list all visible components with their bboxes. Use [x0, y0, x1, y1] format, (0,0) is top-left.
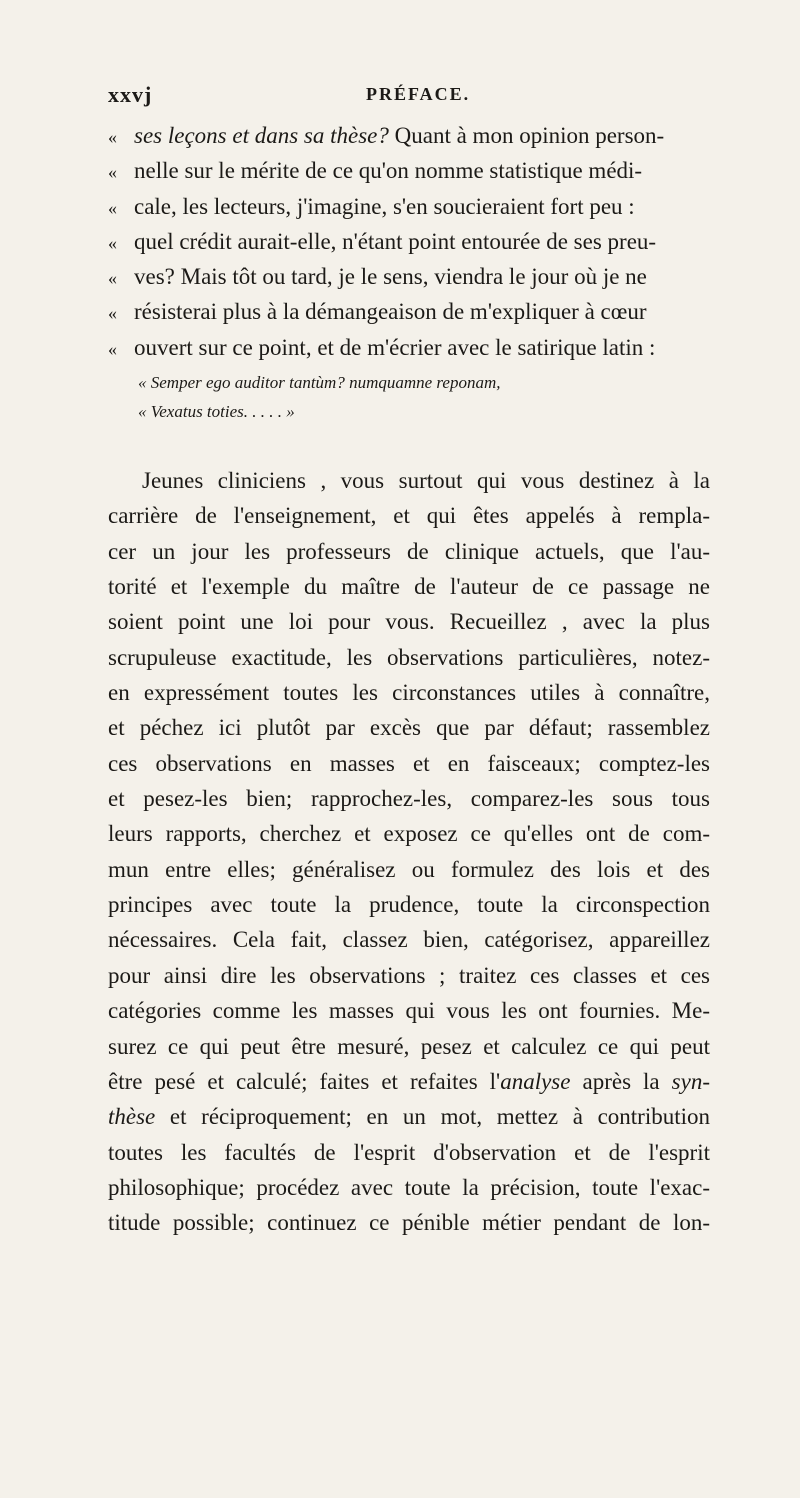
latin-line: « Semper ego auditor tantùm? numquamne reponam,	[138, 373, 501, 392]
quote-italic: ses leçons et dans sa thèse?	[134, 123, 389, 148]
text-line: cer un jour les professeurs de clinique actuels, que l'au-	[108, 538, 710, 564]
text-line: Jeunes cliniciens , vous surtout qui vous destinez à la	[142, 468, 710, 493]
quote-line	[108, 330, 708, 365]
text-line: principes avec toute la prudence, toute la circonspection	[108, 892, 710, 918]
quote-text: quel crédit aurait-elle, n'étant point entourée de ses preu-	[134, 228, 657, 254]
quote-text: nelle sur le mérite de ce qu'on nomme statistique médi-	[134, 158, 643, 184]
quote-text: cale, les lecteurs, j'imagine, s'en soucieraient fort peu :	[134, 193, 635, 219]
quote-line	[108, 224, 708, 259]
text-line: en expressément toutes les circonstances utiles à connaître,	[108, 680, 710, 706]
text-line: mun entre elles; généralisez ou formulez des lois et des	[108, 856, 710, 882]
text-line: et pesez-les bien; rapprochez-les, comparez-les sous tous	[108, 786, 710, 812]
italic-term: syn-	[671, 1068, 710, 1094]
guillemet-mark: «	[108, 268, 117, 289]
latin-line: « Vexatus toties. . . . . »	[138, 402, 295, 421]
quoted-passage	[108, 118, 708, 365]
quote-line	[108, 259, 708, 294]
quote-text: ves? Mais tôt ou tard, je le sens, viendra le jour où je ne	[134, 264, 647, 290]
guillemet-mark: «	[108, 127, 117, 147]
quote-line	[108, 189, 708, 224]
quote-text: ouvert sur ce point, et de m'écrier avec le satirique latin :	[134, 334, 656, 360]
text-line: thèse et réciproquement; en un mot, mettez à contribution	[108, 1104, 710, 1130]
quote-line	[108, 294, 708, 329]
italic-term: analyse	[500, 1068, 571, 1094]
text-line: catégories comme les masses qui vous les ont fournies. Me-	[108, 998, 710, 1024]
guillemet-mark: «	[108, 197, 117, 218]
text-line: torité et l'exemple du maître de l'auteur de ce passage ne	[108, 574, 710, 600]
text-line: surez ce qui peut être mesuré, pesez et calculez ce qui peut	[108, 1033, 710, 1059]
page-number: xxvj	[108, 82, 153, 107]
text-line: nécessaires. Cela fait, classez bien, catégorisez, appareillez	[108, 927, 710, 953]
latin-citation	[138, 368, 698, 426]
text-line: titude possible; continuez ce pénible métier pendant de lon-	[108, 1210, 710, 1236]
text-line: soient point une loi pour vous. Recueillez , avec la plus	[108, 609, 710, 635]
guillemet-mark: «	[108, 338, 117, 359]
guillemet-mark: «	[108, 303, 117, 324]
text-line: carrière de l'enseignement, et qui êtes appelés à rempla-	[108, 503, 710, 529]
quote-line	[108, 153, 708, 188]
quote-text: Quant à mon opinion person-	[388, 123, 665, 148]
text-line: pour ainsi dire les observations ; traitez ces classes et ces	[108, 962, 710, 988]
quote-text: résisterai plus à la démangeaison de m'expliquer à cœur	[134, 299, 647, 325]
guillemet-mark: «	[108, 232, 117, 253]
text-line: philosophique; procédez avec toute la précision, toute l'exac-	[108, 1174, 710, 1200]
text-line: leurs rapports, cherchez et exposez ce qu'elles ont de com-	[108, 821, 710, 847]
text-line: et péchez ici plutôt par excès que par défaut; rassemblez	[108, 715, 710, 741]
body-paragraph	[108, 463, 710, 1241]
italic-term: thèse	[108, 1104, 156, 1130]
text-line: être pesé et calculé; faites et refaites l'analyse après la syn-	[108, 1068, 710, 1094]
text-line: scrupuleuse exactitude, les observations particulières, notez-	[108, 644, 710, 670]
running-head: PRÉFACE.	[366, 84, 471, 104]
text-line: toutes les facultés de l'esprit d'observation et de l'esprit	[108, 1139, 710, 1165]
text-line: ces observations en masses et en faisceaux; comptez-les	[108, 750, 710, 776]
quote-line	[108, 118, 708, 153]
page-header	[108, 82, 698, 112]
guillemet-mark: «	[108, 162, 117, 183]
